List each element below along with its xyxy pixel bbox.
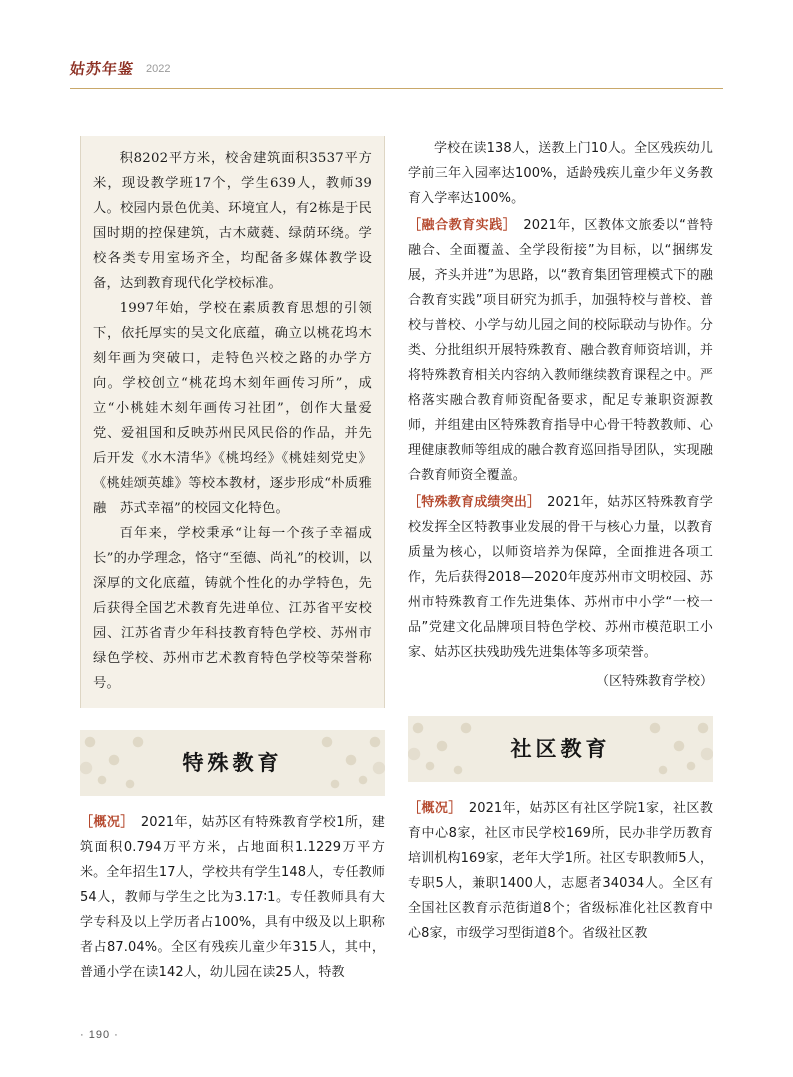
- paragraph-lead-label: ［概况］: [408, 801, 456, 816]
- page-number: · 190 ·: [80, 1029, 119, 1041]
- paragraph: [80, 810, 385, 985]
- paragraph-text: 学校在读138人，送教上门10人。全区残疾幼儿学前三年入园率达100%，适龄残疾儿童少年义务教育入学率达100%。: [408, 141, 713, 206]
- paragraph: [408, 213, 713, 488]
- section-title: 特殊教育: [182, 750, 283, 775]
- paragraph: [408, 796, 713, 946]
- paragraph: [408, 136, 713, 211]
- paragraph-lead-label: ［特殊教育成绩突出］: [408, 495, 534, 510]
- paragraph-text: 2021年，区教体文旅委以“普特融合、全面覆盖、全学段衔接”为目标，以“捆绑发展，齐头并进”为思路，以“教育集团管理模式下的融合教育实践”项目研究为抓手，加强特校与普校、普校与普校、小学与幼儿园之间的校际联动与协作。分类、分批组织开展特殊教育、融合教育师资培训，并将特殊教育相关内容纳入教师继续教育课程之中。严格落实融合教育师资配备要求，配足专兼职资源教师，并组建由区特殊教育指导中心骨干特教教师、心理健康教师等组成的融合教育巡回指导团队，实现融合教育师资全覆盖。: [408, 218, 713, 483]
- paragraph-lead-label: ［融合教育实践］: [408, 218, 510, 233]
- paragraph-lead-label: ［概况］: [80, 815, 128, 830]
- paragraph: [408, 490, 713, 665]
- right-column: [408, 136, 713, 948]
- header-divider: [70, 88, 723, 89]
- page-header: [70, 58, 723, 92]
- section-banner-special-education: [80, 730, 385, 796]
- shaded-text-block: [80, 136, 385, 708]
- paragraph-text: 2021年，姑苏区有社区学院1家，社区教育中心8家，社区市民学校169所，民办非学历教育培训机构169家，老年大学1所。社区专职教师5人，专职5人，兼职1400人，志愿者34034人。全区有全国社区教育示范街道8个；省级标准化社区教育中心8家，市级学习型街道8个。省级社区教: [408, 801, 713, 941]
- publication-year: 2022: [146, 63, 171, 75]
- paragraph-text: 2021年，姑苏区特殊教育学校发挥全区特教事业发展的骨干与核心力量，以教育质量为核心，以师资培养为保障，全面推进各项工作，先后获得2018—2020年度苏州市文明校园、苏州市特殊教育工作先进集体、苏州市中小学“一校一品”党建文化品牌项目特色学校、苏州市模范职工小家、姑苏区扶残助残先进集体等多项荣誉。: [408, 495, 713, 660]
- section-title: 社区教育: [510, 736, 611, 761]
- paragraph: 1997年始，学校在素质教育思想的引领下，依托厚实的吴文化底蕴，确立以桃花坞木刻年画为突破口，走特色兴校之路的办学方向。学校创立“桃花坞木刻年画传习所”，成立“小桃娃木刻年画传习社团”，创作大量爱党、爱祖国和反映苏州民风民俗的作品，并先后开发《水木清华》《桃坞经》《桃娃刻党史》《桃娃颂英雄》等校本教材，逐步形成“朴质雅融 苏式幸福”的校园文化特色。: [93, 301, 372, 516]
- paragraph: 百年来，学校秉承“让每一个孩子幸福成长”的办学理念，恪守“至德、尚礼”的校训，以深厚的文化底蕴，铸就个性化的办学特色，先后获得全国艺术教育先进单位、江苏省平安校园、江苏省青少年科技教育特色学校、苏州市绿色学校、苏州市艺术教育特色学校等荣誉称号。: [93, 526, 372, 691]
- publication-logo: 姑苏年鉴: [69, 60, 135, 78]
- source-attribution: （区特殊教育学校）: [595, 674, 713, 689]
- left-column: [80, 136, 385, 987]
- paragraph: 积8202平方米，校舍建筑面积3537平方米，现设教学班17个，学生639人，教师39人。校园内景色优美、环境宜人，有2栋是于民国时期的控保建筑，古木葳蕤、绿荫环绕。学校各类专用室场齐全，均配备多媒体教学设备，达到教育现代化学校标准。: [93, 151, 372, 291]
- section-banner-community-education: [408, 716, 713, 782]
- paragraph-text: 2021年，姑苏区有特殊教育学校1所，建筑面积0.794万平方米，占地面积1.1229万平方米。全年招生17人，学校共有学生148人，专任教师54人，教师与学生之比为3.17∶1。专任教师具有大学专科及以上学历者占100%，具有中级及以上职称者占87.04%。全区有残疾儿童少年315人，其中，普通小学在读142人，幼儿园在读25人，特教: [80, 815, 385, 980]
